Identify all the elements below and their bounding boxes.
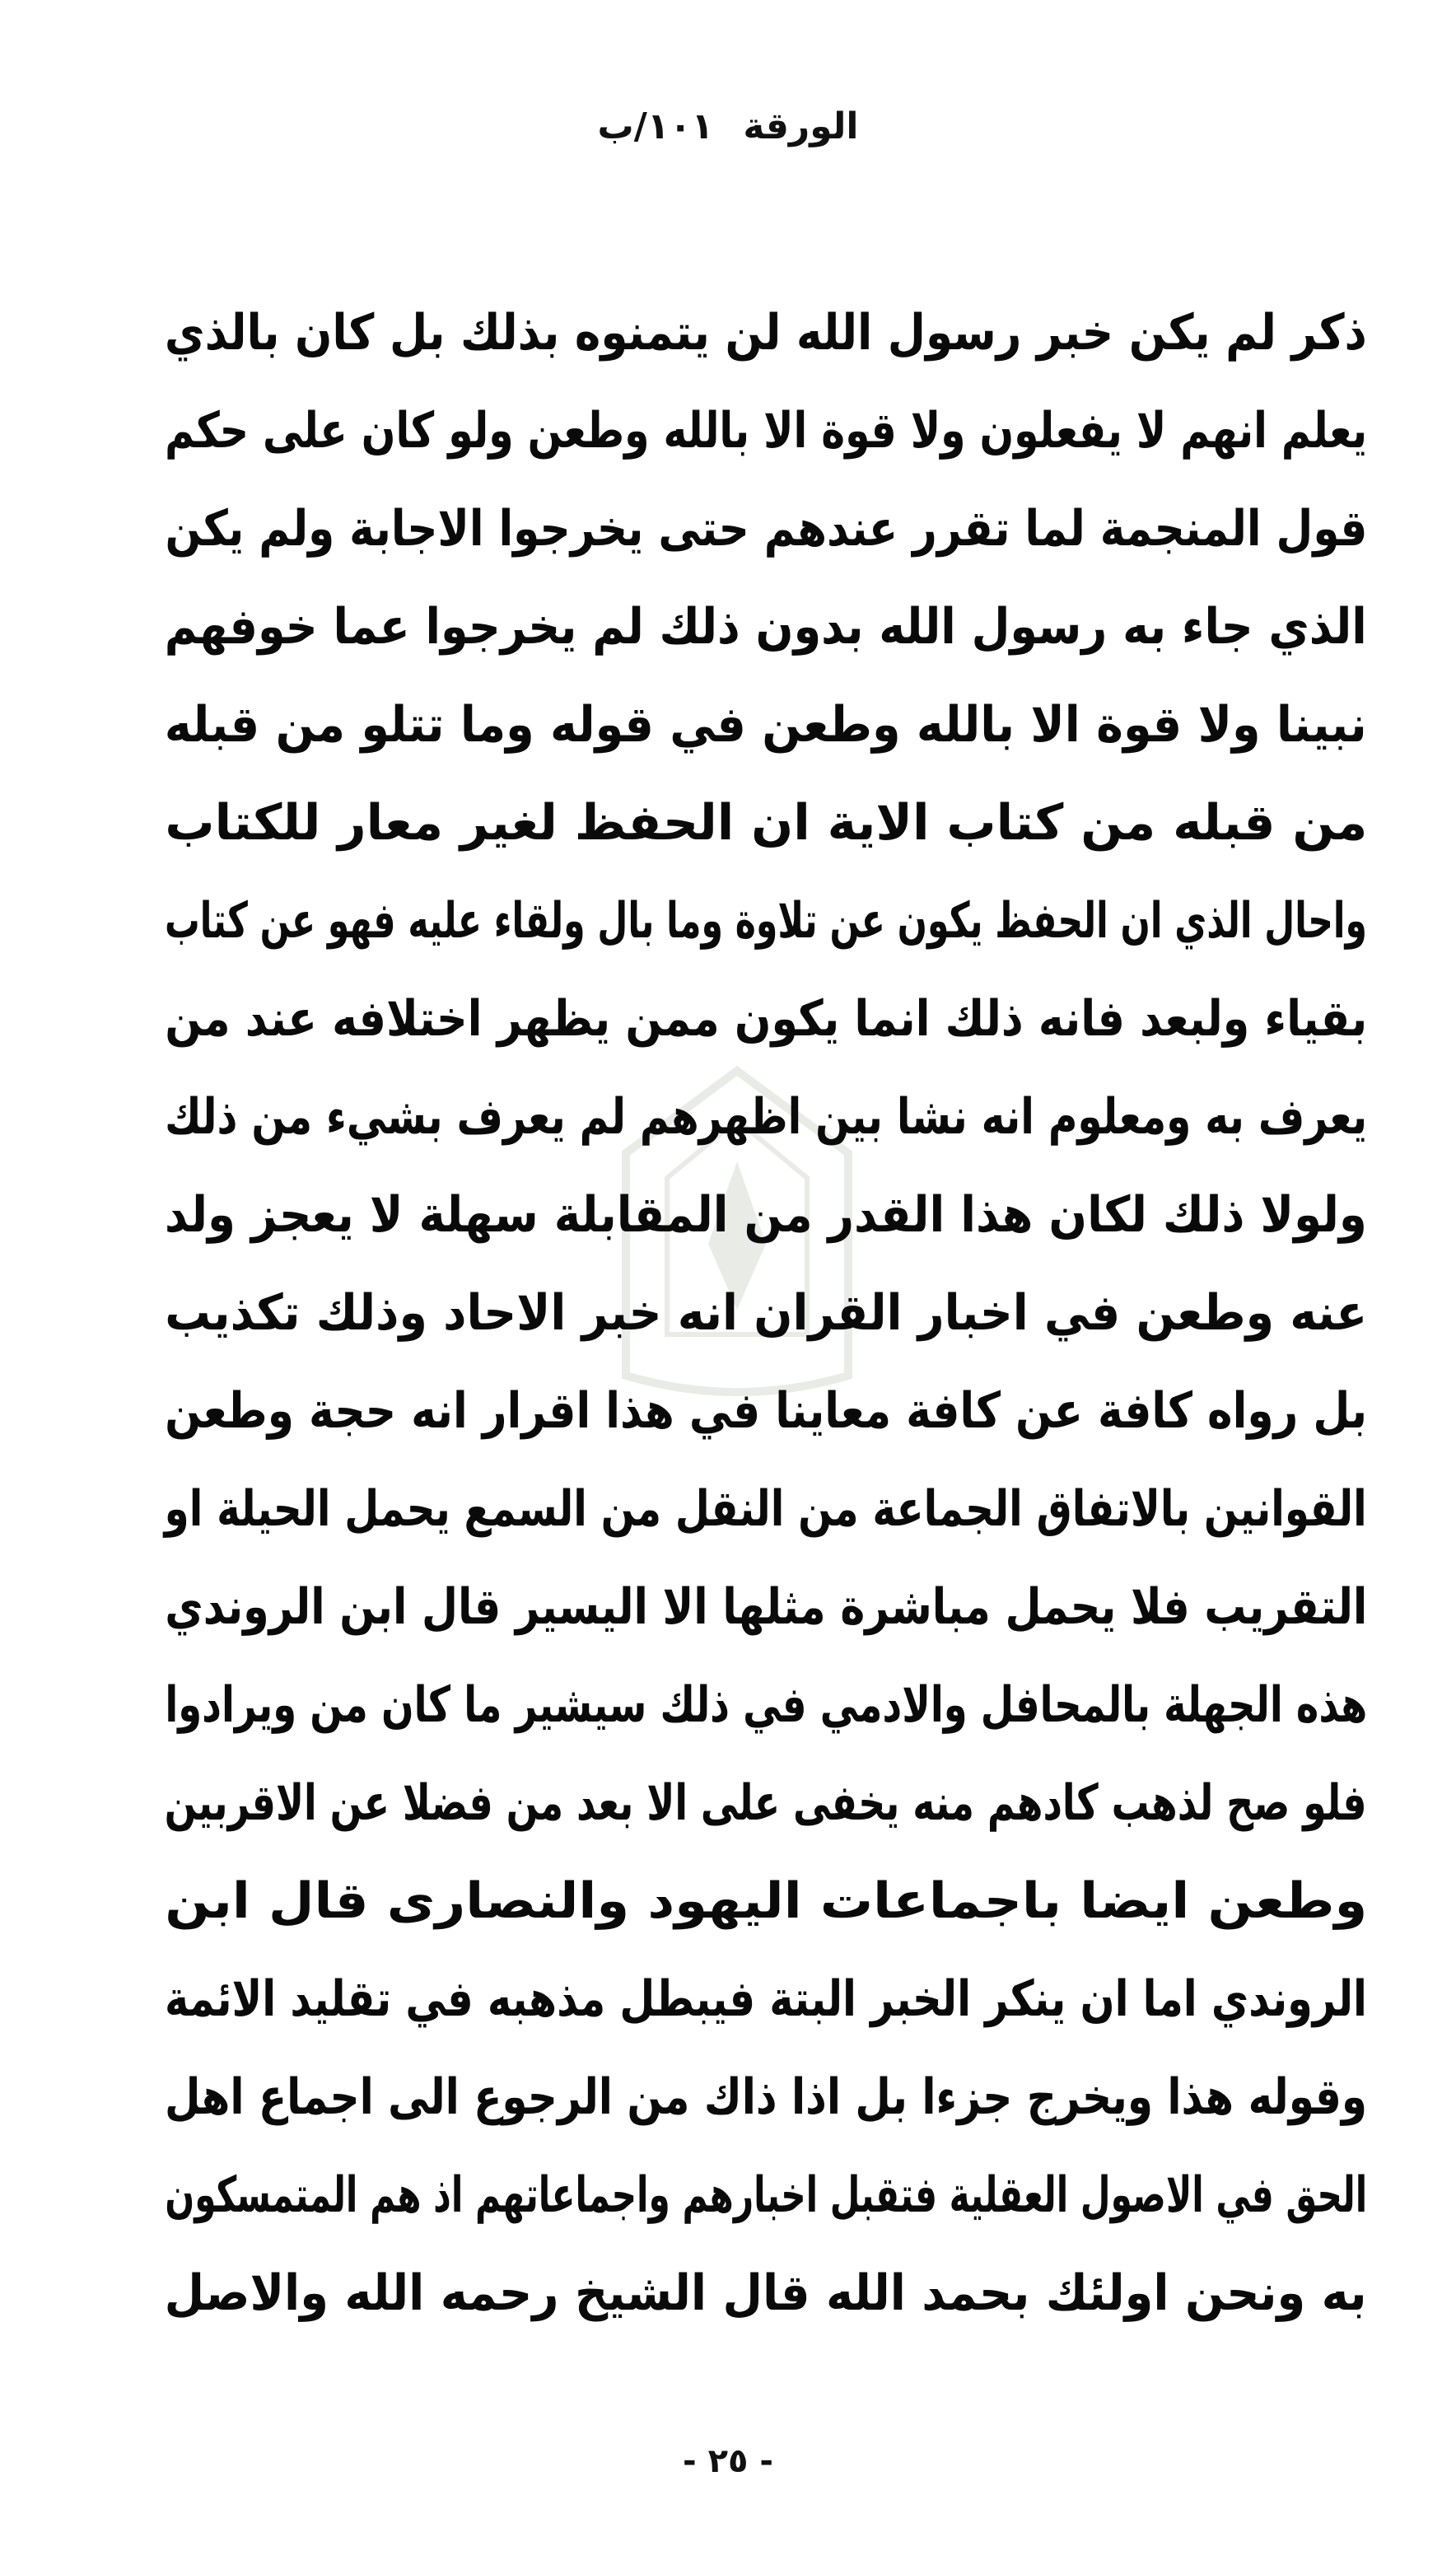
manuscript-line <box>165 872 1367 970</box>
manuscript-line <box>165 774 1367 872</box>
manuscript-line-text: هذه الجهلة بالمحافل والادمي في ذلك سيشير ما كان من ويرادوا <box>165 1676 1367 1734</box>
manuscript-line-text: قول المنجمة لما تقرر عندهم حتى يخرجوا الاجابة ولم يكن <box>165 500 1367 558</box>
manuscript-line <box>165 1362 1367 1460</box>
manuscript-line-text: الذي جاء به رسول الله بدون ذلك لم يخرجوا عما خوفهم <box>165 598 1367 656</box>
manuscript-line <box>165 480 1367 578</box>
folio-number: ١٠١/ب <box>597 105 714 147</box>
manuscript-line-text: فلو صح لذهب كادهم منه يخفى على الا بعد من فضلا عن الاقربين <box>165 1774 1367 1832</box>
manuscript-line <box>165 1166 1367 1264</box>
manuscript-line <box>165 1264 1367 1362</box>
manuscript-line <box>165 2049 1367 2147</box>
manuscript-line <box>165 2147 1367 2245</box>
manuscript-line-text: الروندي اما ان ينكر الخبر البتة فيبطل مذهبه في تقليد الائمة <box>165 1970 1367 2028</box>
manuscript-line <box>165 1460 1367 1558</box>
manuscript-line <box>165 578 1367 676</box>
manuscript-line-text: واحال الذي ان الحفظ يكون عن تلاوة وما بال ولقاء عليه فهو عن كتاب <box>165 892 1367 950</box>
manuscript-line-text: ولولا ذلك لكان هذا القدر من المقابلة سهلة لا يعجز ولد <box>165 1186 1367 1244</box>
manuscript-line-text: الحق في الاصول العقلية فتقبل اخبارهم واجماعاتهم اذ هم المتمسكون <box>165 2166 1367 2224</box>
manuscript-line <box>165 1853 1367 1951</box>
manuscript-line-text: وقوله هذا ويخرج جزءا بل اذا ذاك من الرجوع الى اجماع اهل <box>165 2068 1367 2126</box>
manuscript-line <box>165 2245 1367 2343</box>
manuscript-line-text: بقياء ولبعد فانه ذلك انما يكون ممن يظهر اختلافه عند من <box>165 990 1367 1048</box>
manuscript-line-text: وطعن ايضا باجماعات اليهود والنصارى قال ابن <box>165 1872 1367 1930</box>
manuscript-line-text: ذكر لم يكن خبر رسول الله لن يتمنوه بذلك بل كان بالذي <box>165 304 1367 362</box>
manuscript-line-text: به ونحن اولئك بحمد الله قال الشيخ رحمه الله والاصل <box>165 2264 1367 2322</box>
manuscript-line <box>165 970 1367 1068</box>
manuscript-line <box>165 1068 1367 1166</box>
manuscript-line <box>165 1951 1367 2049</box>
manuscript-line <box>165 1656 1367 1754</box>
manuscript-line-text: عنه وطعن في اخبار القران انه خبر الاحاد وذلك تكذيب <box>165 1284 1367 1342</box>
manuscript-text <box>165 284 1367 2343</box>
manuscript-line-text: من قبله من كتاب الاية ان الحفظ لغير معار للكتاب <box>165 794 1367 852</box>
folio-header <box>0 105 1456 147</box>
manuscript-line <box>165 1754 1367 1853</box>
manuscript-line-text: التقريب فلا يحمل مباشرة مثلها الا اليسير قال ابن الروندي <box>165 1578 1367 1636</box>
manuscript-line-text: يعلم انهم لا يفعلون ولا قوة الا بالله وطعن ولو كان على حكم <box>165 402 1367 460</box>
page-number: - ٢٥ - <box>683 2442 773 2480</box>
manuscript-line-text: نبينا ولا قوة الا بالله وطعن في قوله وما تتلو من قبله <box>165 696 1367 754</box>
manuscript-line-text: بل رواه كافة عن كافة معاينا في هذا اقرار انه حجة وطعن <box>165 1382 1367 1440</box>
manuscript-line <box>165 676 1367 774</box>
manuscript-line <box>165 382 1367 480</box>
manuscript-line-text: يعرف به ومعلوم انه نشا بين اظهرهم لم يعرف بشيء من ذلك <box>165 1088 1367 1146</box>
manuscript-line-text: القوانين بالاتفاق الجماعة من النقل من السمع يحمل الحيلة او <box>165 1480 1367 1538</box>
manuscript-line <box>165 284 1367 382</box>
manuscript-line <box>165 1558 1367 1656</box>
folio-label: الورقة <box>743 105 859 147</box>
